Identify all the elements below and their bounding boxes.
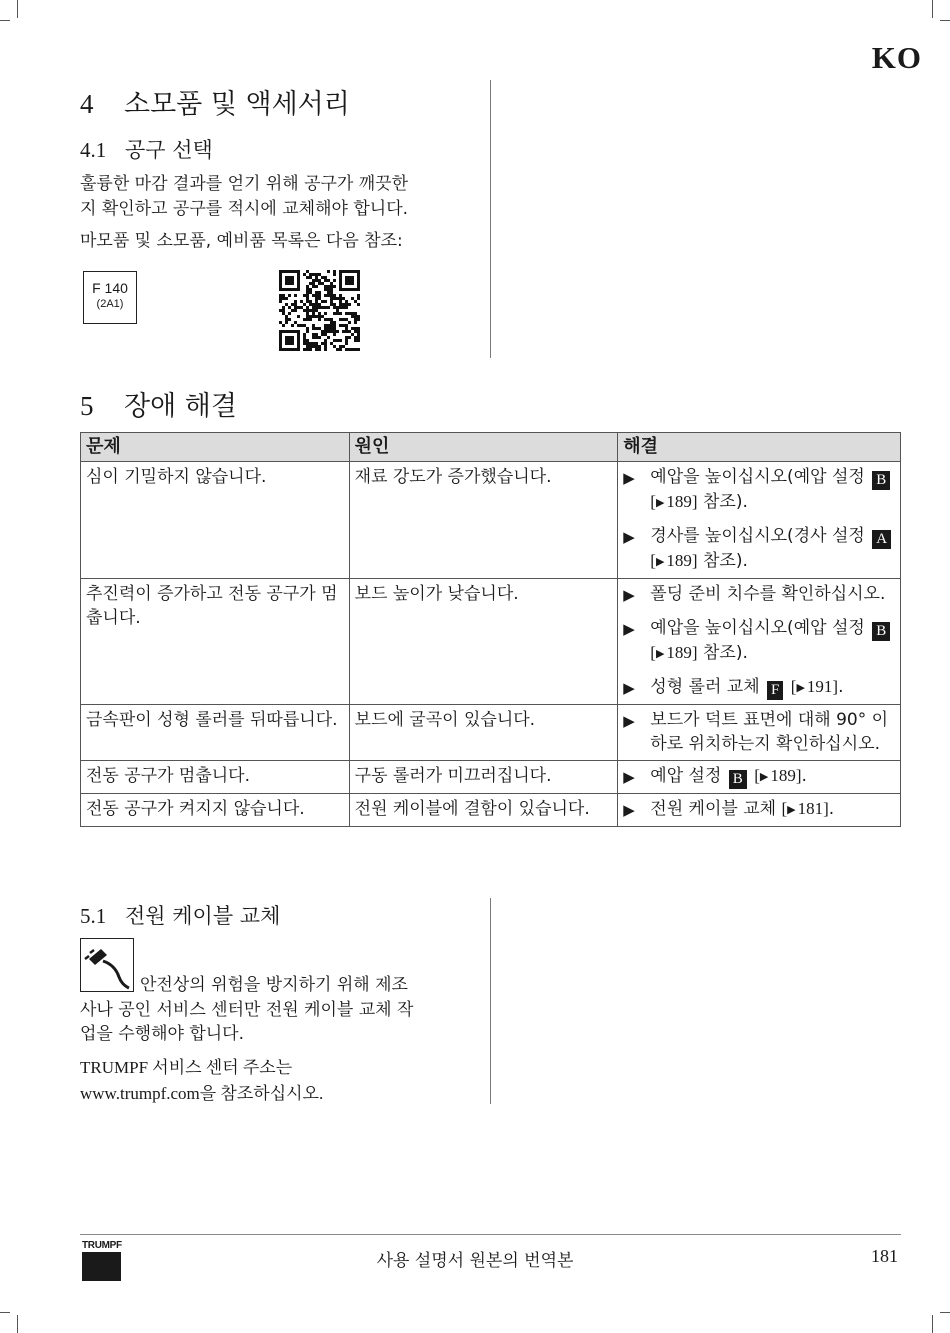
qr-code-icon[interactable]: [279, 270, 360, 351]
solution-suffix: .: [838, 677, 844, 697]
page-reference-number: 189: [666, 643, 692, 662]
page-ref-arrow-icon: ▶: [655, 497, 665, 509]
solution-suffix: 참조).: [703, 643, 748, 663]
page-reference-link[interactable]: [▶ 189]: [650, 551, 698, 570]
solution-text: [650, 708, 896, 756]
footer-rule: [80, 1234, 901, 1235]
solution-description: 예압을 높이십시오(예압 설정: [650, 618, 865, 638]
crop-mark: [940, 1312, 950, 1313]
tool-selection-paragraph: [80, 172, 480, 222]
problem-cell: 금속판이 성형 롤러를 뒤따릅니다.: [81, 705, 350, 761]
paragraph-line: 훌륭한 마감 결과를 얻기 위해 공구가 깨끗한: [80, 174, 409, 194]
solution-description: 전원 케이블 교체: [650, 799, 777, 819]
problem-cell: 전동 공구가 멈춥니다.: [81, 761, 350, 794]
website-link: www.trumpf.com을 참조하십시오.: [80, 1084, 324, 1103]
solution-cell: [618, 462, 901, 579]
page-ref-arrow-icon: ▶: [655, 556, 665, 568]
power-plug-icon: [80, 938, 134, 992]
column-divider: [490, 898, 491, 1104]
page-number: 181: [871, 1246, 898, 1266]
solution-cell: [618, 705, 901, 761]
warning-line: 안전상의 위험을 방지하기 위해 제조: [140, 975, 408, 995]
paragraph-line: [80, 1055, 480, 1081]
page-reference-number: 189: [666, 551, 692, 570]
cause-cell: 구동 롤러가 미끄러집니다.: [349, 761, 618, 794]
solution-text: [650, 524, 896, 574]
component-marker: B: [872, 622, 890, 641]
crop-mark: [17, 0, 18, 18]
solution-description: 예압을 높이십시오(예압 설정: [650, 467, 865, 487]
solution-item: [623, 582, 896, 607]
cause-cell: 보드에 굴곡이 있습니다.: [349, 705, 618, 761]
section-number: 5: [80, 391, 94, 421]
bullet-arrow-icon: ▶: [623, 768, 635, 786]
problem-cell: 추진력이 증가하고 전동 공구가 멈춥니다.: [81, 579, 350, 705]
crop-mark: [17, 1315, 18, 1333]
page-reference-number: 189: [770, 766, 796, 785]
page-ref-arrow-icon: ▶: [759, 771, 769, 783]
trumpf-logo-text: TRUMPF: [82, 1240, 122, 1251]
section-title: 소모품 및 액세서리: [124, 89, 350, 120]
solution-item: [623, 675, 896, 700]
column-divider: [490, 80, 491, 358]
solution-suffix: .: [828, 799, 835, 819]
component-marker: B: [872, 471, 890, 490]
crop-mark: [932, 1315, 933, 1333]
solution-item: [623, 797, 896, 822]
table-row: [81, 705, 901, 761]
crop-mark: [932, 0, 933, 18]
crop-mark: [0, 1312, 10, 1313]
solution-item: [623, 616, 896, 666]
bullet-arrow-icon: ▶: [623, 679, 635, 697]
page-ref-arrow-icon: ▶: [787, 804, 796, 816]
column-header-problem: 문제: [81, 433, 350, 462]
bullet-arrow-icon: ▶: [623, 620, 635, 638]
bullet-arrow-icon: ▶: [623, 528, 635, 546]
solution-description: 경사를 높이십시오(경사 설정: [650, 526, 865, 546]
solution-item: [623, 465, 896, 515]
solution-text: [650, 582, 896, 607]
problem-cell: 심이 기밀하지 않습니다.: [81, 462, 350, 579]
part-sub-code: (2A1): [96, 298, 124, 310]
solution-cell: [618, 579, 901, 705]
solution-text: [650, 465, 896, 515]
table-row: [81, 761, 901, 794]
section-4-1-heading: [80, 134, 213, 164]
section-5-heading: [80, 384, 237, 423]
cause-cell: 전원 케이블에 결함이 있습니다.: [349, 794, 618, 827]
crop-mark: [0, 20, 10, 21]
solution-description: 예압 설정: [650, 766, 722, 786]
cause-cell: 재료 강도가 증가했습니다.: [349, 462, 618, 579]
subsection-title: 전원 케이블 교체: [125, 904, 281, 928]
cause-cell: 보드 높이가 낮습니다.: [349, 579, 618, 705]
part-code: F 140: [92, 280, 128, 296]
warning-line: 사나 공인 서비스 센터만 전원 케이블 교체 작: [80, 1000, 414, 1020]
subsection-title: 공구 선택: [125, 138, 213, 162]
solution-item: [623, 764, 896, 789]
section-title: 장애 해결: [124, 391, 237, 422]
page-reference-link[interactable]: [▶ 189]: [754, 766, 802, 785]
bullet-arrow-icon: ▶: [623, 586, 635, 604]
paragraph-line: [80, 1081, 480, 1107]
language-code: KO: [871, 40, 922, 75]
bullet-arrow-icon: ▶: [623, 712, 635, 730]
subsection-number: 4.1: [80, 138, 107, 162]
section-number: 4: [80, 89, 94, 119]
service-address-paragraph: [80, 1055, 480, 1107]
page-reference-number: 181: [797, 799, 824, 818]
solution-suffix: 참조).: [703, 551, 748, 571]
part-number-box: [83, 271, 137, 324]
bullet-arrow-icon: ▶: [623, 801, 635, 819]
page-reference-link[interactable]: [▶ 189]: [650, 492, 698, 511]
solution-cell: [618, 761, 901, 794]
troubleshooting-table: [80, 432, 901, 827]
problem-cell: 전동 공구가 켜지지 않습니다.: [81, 794, 350, 827]
footer-title: 사용 설명서 원본의 번역본: [376, 1251, 574, 1271]
solution-description: 성형 롤러 교체: [650, 677, 760, 697]
solution-text: [650, 797, 896, 822]
page-reference-link[interactable]: [▶ 181]: [781, 799, 829, 818]
column-header-cause: 원인: [349, 433, 618, 462]
solution-text: [650, 675, 896, 700]
address-text: TRUMPF 서비스 센터 주소는: [80, 1058, 293, 1077]
subsection-number: 5.1: [80, 904, 107, 928]
solution-description: 폴딩 준비 치수를 확인하십시오.: [650, 584, 886, 604]
solution-description: 보드가 덕트 표면에 대해 90° 이하로 위치하는지 확인하십시오.: [650, 710, 889, 754]
page-reference-number: 189: [666, 492, 692, 511]
component-marker: F: [767, 681, 783, 700]
table-row: [81, 794, 901, 827]
table-row: [81, 579, 901, 705]
solution-text: [650, 616, 896, 666]
solution-text: [650, 764, 896, 789]
page-ref-arrow-icon: ▶: [796, 682, 805, 694]
crop-mark: [940, 20, 950, 21]
section-5-1-heading: [80, 900, 280, 930]
page-ref-arrow-icon: ▶: [655, 648, 665, 660]
solution-item: [623, 524, 896, 574]
page-reference-link[interactable]: [▶ 191]: [790, 677, 839, 696]
paragraph-line: 지 확인하고 공구를 적시에 교체해야 합니다.: [80, 199, 409, 219]
section-4-heading: [80, 82, 350, 121]
column-header-solution: 해결: [618, 433, 901, 462]
table-header-row: [81, 433, 901, 462]
solution-item: [623, 708, 896, 756]
table-row: [81, 462, 901, 579]
solution-suffix: .: [801, 766, 807, 786]
component-marker: B: [729, 770, 747, 789]
solution-cell: [618, 794, 901, 827]
parts-list-reference: 마모품 및 소모품, 예비품 목록은 다음 참조:: [80, 231, 403, 251]
solution-suffix: 참조).: [703, 492, 748, 512]
warning-line: 업을 수행해야 합니다.: [80, 1024, 245, 1044]
component-marker: A: [872, 530, 891, 549]
page-reference-number: 191: [806, 677, 833, 696]
bullet-arrow-icon: ▶: [623, 469, 635, 487]
page-reference-link[interactable]: [▶ 189]: [650, 643, 698, 662]
